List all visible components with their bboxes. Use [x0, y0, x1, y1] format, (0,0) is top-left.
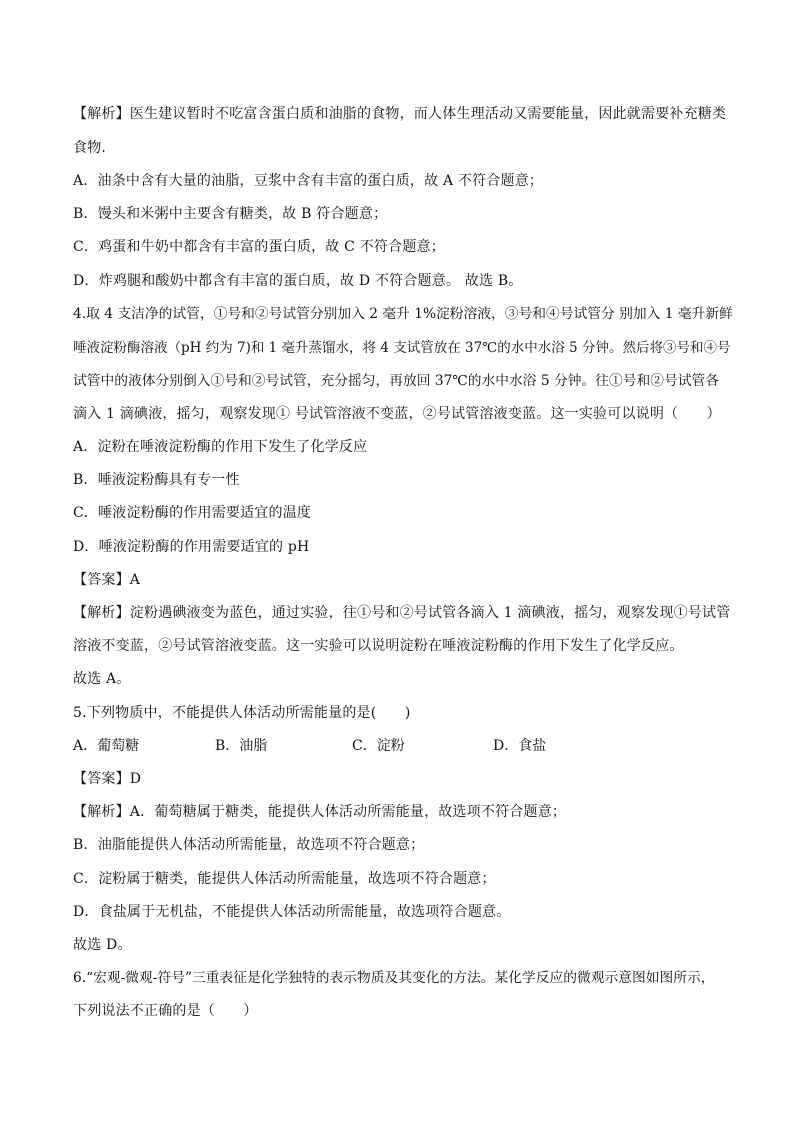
- q5-option-a: A．葡萄糖: [73, 738, 140, 754]
- q4-option-c: C．唾液淀粉酶的作用需要适宜的温度: [73, 505, 312, 521]
- q4-conclusion: 故选 A。: [73, 671, 131, 687]
- q4-stem-line1: 4.取 4 支洁净的试管，①号和②号试管分别加入 2 毫升 1%淀粉溶液，③号和④号试管分 别加入 1 毫升新鲜: [73, 306, 733, 322]
- q5-conclusion: 故选 D。: [73, 937, 132, 953]
- q3-explanation-a: A．油条中含有大量的油脂，豆浆中含有丰富的蛋白质，故 A 不符合题意；: [73, 173, 544, 189]
- q4-option-a: A．淀粉在唾液淀粉酶的作用下发生了化学反应: [73, 439, 368, 455]
- q3-explanation-c: C．鸡蛋和牛奶中都含有丰富的蛋白质，故 C 不符合题意；: [73, 239, 445, 255]
- q3-explanation-b: B．馒头和米粥中主要含有糖类，故 B 符合题意；: [73, 206, 388, 222]
- q4-explanation-line1: 【解析】淀粉遇碘液变为蓝色，通过实验，往①号和②号试管各滴入 1 滴碘液，摇匀，观察发现①号试管: [73, 605, 731, 621]
- q5-option-b: B．油脂: [215, 738, 268, 754]
- q5-explanation-c: C．淀粉属于糖类，能提供人体活动所需能量，故选项不符合题意；: [73, 871, 496, 887]
- q3-explanation-line1: 【解析】医生建议暂时不吃富含蛋白质和油脂的食物，而人体生理活动又需要能量，因此就需要补充糖类: [73, 106, 727, 122]
- q6-stem-line1: 6.“宏观-微观-符号”三重表征是化学独特的表示物质及其变化的方法。某化学反应的微观示意图如图所示，: [73, 970, 715, 986]
- q5-answer: 【答案】D: [73, 771, 142, 787]
- q4-answer: 【答案】A: [73, 572, 141, 588]
- q4-option-b: B．唾液淀粉酶具有专一性: [73, 472, 240, 488]
- q4-stem-line3: 试管中的液体分别倒入①号和②号试管，充分摇匀，再放回 37℃的水中水浴 5 分钟。往①号和②号试管各: [73, 373, 719, 389]
- q5-explanation-b: B．油脂能提供人体活动所需能量，故选项不符合题意；: [73, 837, 425, 853]
- q3-explanation-line2: 食物．: [73, 140, 116, 156]
- q4-stem-line2: 唾液淀粉酶溶液（pH 约为 7)和 1 毫升蒸馏水，将 4 支试管放在 37℃的水中水浴 5 分钟。然后将③号和④号: [73, 340, 731, 356]
- q5-explanation-a: 【解析】A．葡萄糖属于糖类，能提供人体活动所需能量，故选项不符合题意；: [73, 804, 567, 820]
- q4-option-d: D．唾液淀粉酶的作用需要适宜的 pH: [73, 539, 310, 555]
- q5-stem: 5.下列物质中，不能提供人体活动所需能量的是( ): [73, 705, 411, 721]
- q4-stem-line4: 滴入 1 滴碘液，摇匀，观察发现① 号试管溶液不变蓝，②号试管溶液变蓝。这一实验可以说明（ ）: [73, 406, 721, 422]
- q5-option-d: D．食盐: [493, 738, 547, 754]
- q4-explanation-line2: 溶液不变蓝，②号试管溶液变蓝。这一实验可以说明淀粉在唾液淀粉酶的作用下发生了化学反应。: [73, 638, 684, 654]
- q5-explanation-d: D．食盐属于无机盐，不能提供人体活动所需能量，故选项符合题意。: [73, 904, 511, 920]
- q5-option-c: C．淀粉: [352, 738, 405, 754]
- q3-explanation-d: D．炸鸡腿和酸奶中都含有丰富的蛋白质，故 D 不符合题意。 故选 B。: [73, 273, 523, 289]
- q6-stem-line2: 下列说法不正确的是（ ）: [73, 1003, 258, 1019]
